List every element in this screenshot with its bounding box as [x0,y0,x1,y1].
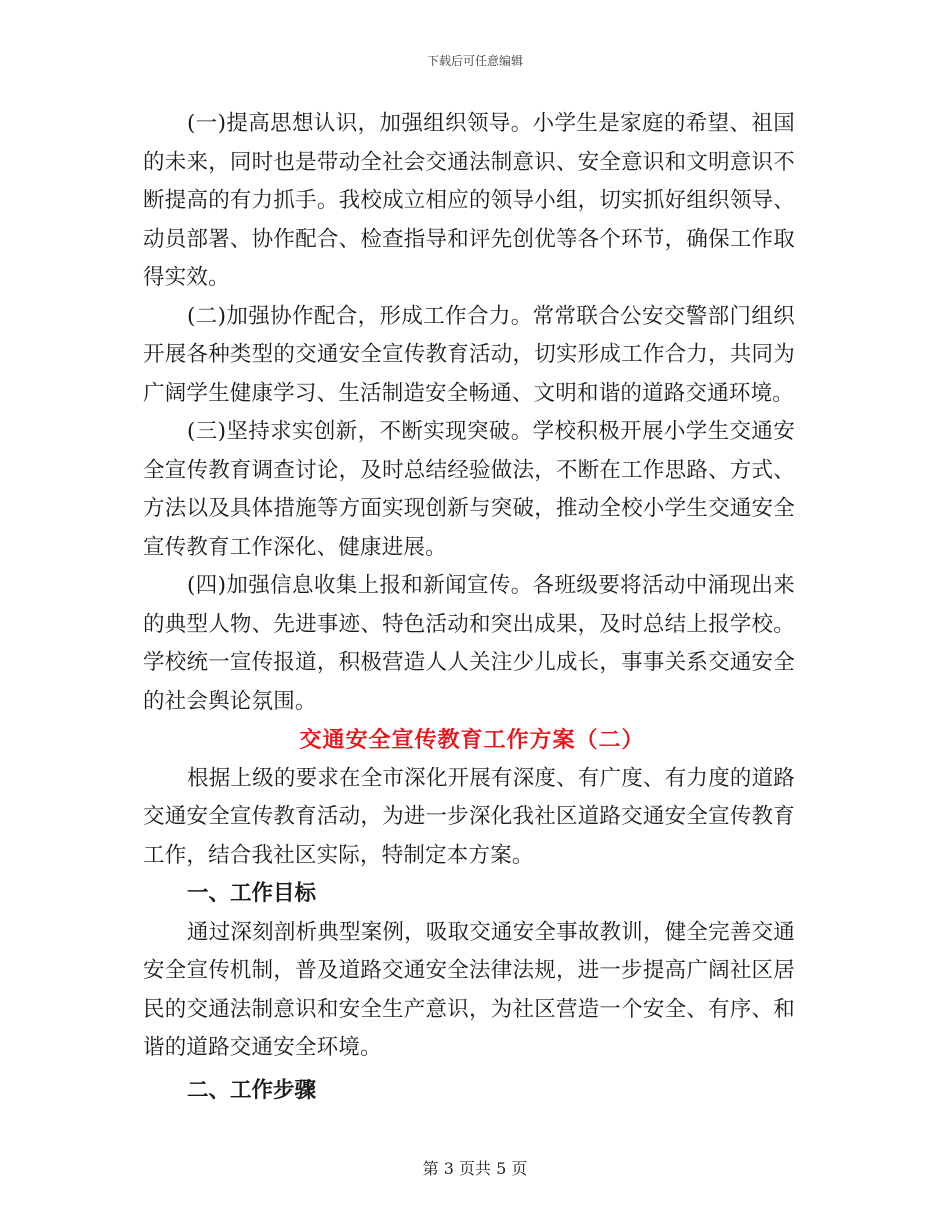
paragraph-2: (二)加强协作配合，形成工作合力。常常联合公安交警部门组织开展各种类型的交通安全宣传教育活动，切实形成工作合力，共同为广阔学生健康学习、生活制造安全畅通、文明和谐的道路交通环境。 [143,303,795,406]
paragraph-1: (一)提高思想认识，加强组织领导。小学生是家庭的希望、祖国的未来，同时也是带动全社会交通法制意识、安全意识和文明意识不断提高的有力抓手。我校成立相应的领导小组，切实抓好组织领导、动员部署、协作配合、检查指导和评先创优等各个环节，确保工作取得实效。 [143,111,795,290]
page-footer: 第 3 页共 5 页 [422,1159,528,1178]
heading-work-steps: 二、工作步骤 [187,1077,317,1103]
paragraph-4: (四)加强信息收集上报和新闻宣传。各班级要将活动中涌现出来的典型人物、先进事迹、特色活动和突出成果，及时总结上报学校。学校统一宣传报道，积极营造人人关注少儿成长，事事关系交通安全的社会舆论氛围。 [143,573,795,714]
heading-work-goals: 一、工作目标 [187,881,317,906]
document-body [143,105,795,1110]
paragraph-5: 根据上级的要求在全市深化开展有深度、有广度、有力度的道路交通安全宣传教育活动，为进一步深化我社区道路交通安全宣传教育工作，结合我社区实际，特制定本方案。 [143,765,795,868]
paragraph-3: (三)坚持求实创新，不断实现突破。学校积极开展小学生交通安全宣传教育调查讨论，及时总结经验做法，不断在工作思路、方式、方法以及具体措施等方面实现创新与突破，推动全校小学生交通安全宣传教育工作深化、健康进展。 [143,419,795,560]
page-header: 下载后可任意编辑 [426,54,523,68]
section-title: 交通安全宣传教育工作方案（二） [299,727,645,753]
paragraph-6: 通过深刻剖析典型案例，吸取交通安全事故教训，健全完善交通安全宣传机制，普及道路交通安全法律法规，进一步提高广阔社区居民的交通法制意识和安全生产意识，为社区营造一个安全、有序、和谐的道路交通安全环境。 [143,919,795,1060]
